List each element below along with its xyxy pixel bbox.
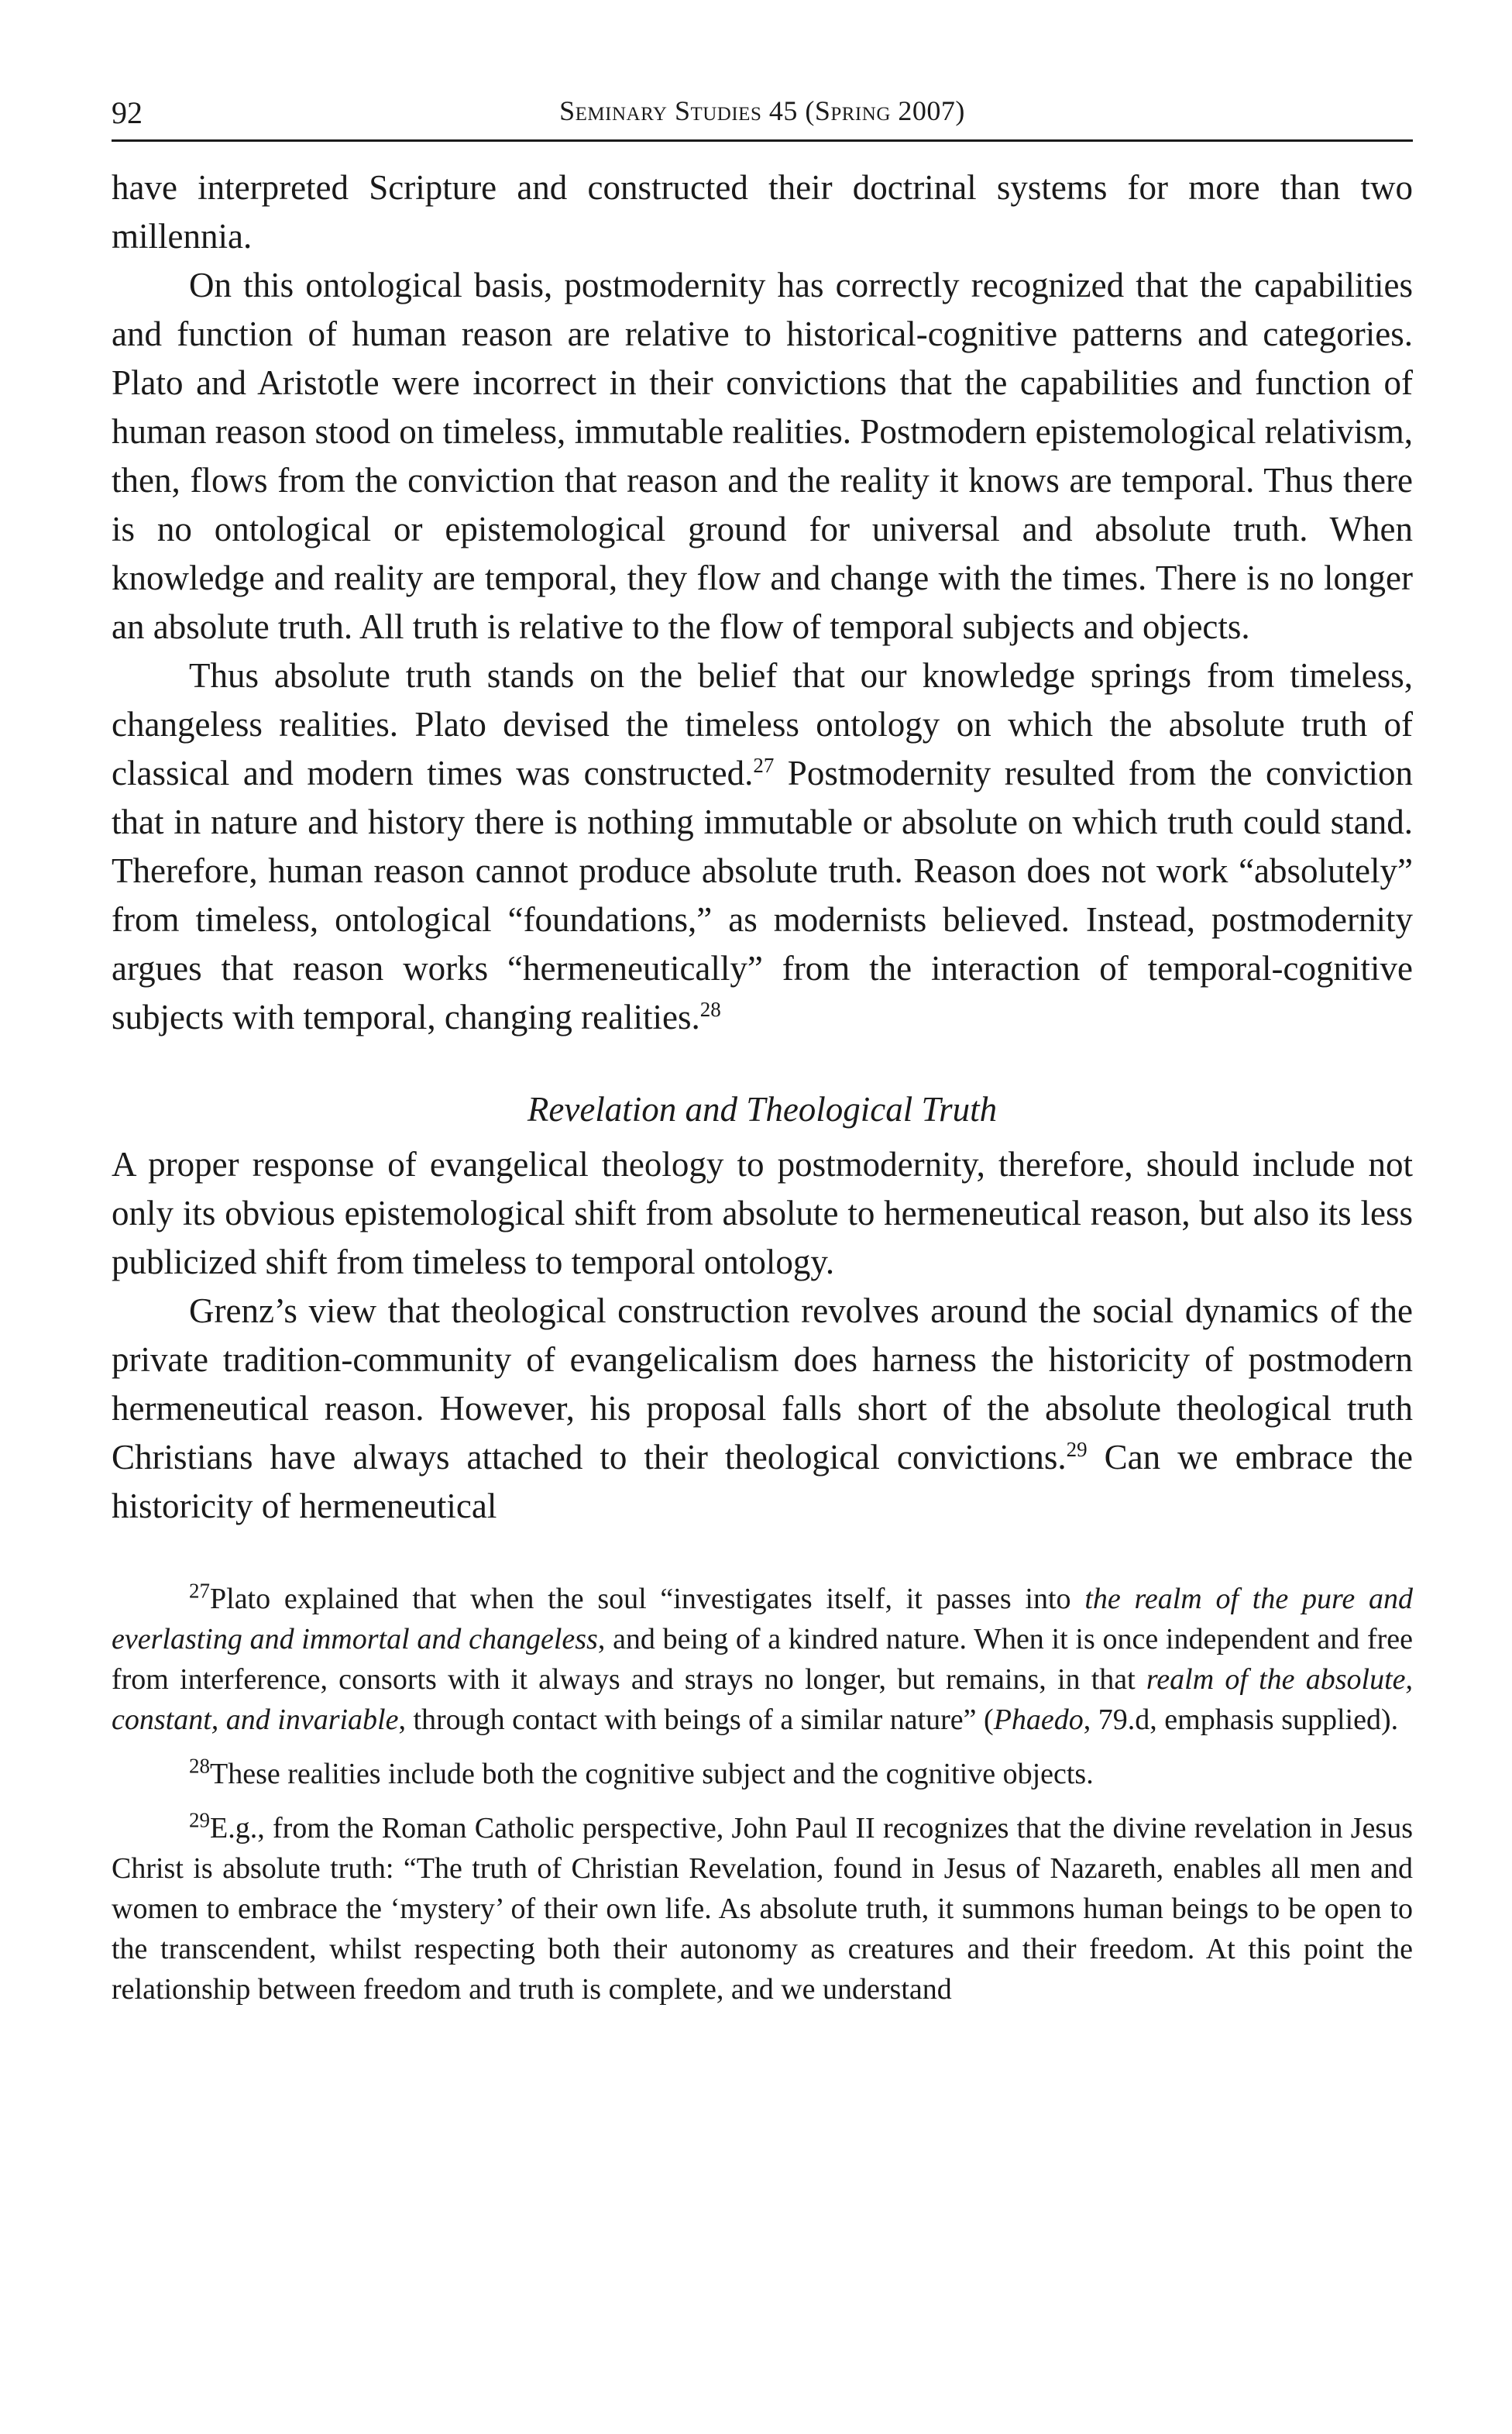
footnote-29-text: E.g., from the Roman Catholic perspective, John Paul II recognizes that the divine revelation in Jesus Christ is absolute truth: “The truth of Christian Revelation, found in Jesus of Nazareth, enables all men and women to embrace the ‘mystery’ of their own life. As absolute truth, it summons human beings to be open to the transcendent, whilst respecting both their autonomy as creatures and their freedom. At this point the relationship between freedom and truth is complete, and we understand	[112, 1812, 1413, 2006]
footnote-number-29: 29	[189, 1808, 210, 1832]
running-head	[112, 85, 1413, 142]
section-heading: Revelation and Theological Truth	[527, 1090, 998, 1129]
paragraph-absolute-truth-text-1: Thus absolute truth stands on the belief that our knowledge springs from timeless, changeless realities. Plato devised the timeless ontology on which the absolute truth of classical and modern times was constructed.	[112, 656, 1413, 792]
paragraph-absolute-truth-text-2: Postmodernity resulted from the conviction that in nature and history there is nothing immutable or absolute on which truth could stand. Therefore, human reason cannot produce absolute truth. Reason does not work “absolutely” from timeless, ontological “foundations,” as modernists believed. Instead, postmodernity argues that reason works “hermeneutically” from the interaction of temporal-cognitive subjects with temporal, changing realities.	[112, 754, 1413, 1037]
footnote-27-emphasis-1: the realm of the pure and everlasting and immortal and changeless	[112, 1583, 1413, 1655]
paragraph-absolute-truth	[112, 651, 1413, 1042]
footnotes	[112, 1579, 1413, 2009]
footnote-27-text-4: , 79.d, emphasis supplied).	[1083, 1703, 1399, 1736]
journal-page	[112, 85, 1413, 2023]
footnote-27-text-2: , and being of a kindred nature. When it is once independent and free from interference, consorts with it always and strays no longer, but remains, in that	[112, 1623, 1413, 1696]
footnote-27-emphasis-2: realm of the absolute, constant, and invariable	[112, 1663, 1414, 1736]
paragraph-continued: have interpreted Scripture and constructed their doctrinal systems for more than two millennia.	[112, 168, 1413, 256]
footnote-number-27: 27	[189, 1579, 210, 1603]
footnote-27-text-3: , through contact with beings of a similar nature” (	[398, 1703, 994, 1736]
footnote-28-text: These realities include both the cognitive subject and the cognitive objects.	[210, 1758, 1094, 1790]
footnote-27	[112, 1579, 1413, 1740]
paragraph-grenz-view	[112, 1287, 1413, 1531]
footnote-29	[112, 1808, 1413, 2009]
paragraph-grenz-view-text-1: Grenz’s view that theological construction revolves around the social dynamics of the private tradition-community of evangelicalism does harness the historicity of postmodern hermeneutical reason. However, his proposal falls short of the absolute theological truth Christians have always attached to their theological convictions.	[112, 1291, 1413, 1477]
body-text	[112, 163, 1413, 1531]
paragraph-proper-response: A proper response of evangelical theology to postmodernity, therefore, should include not only its obvious epistemological shift from absolute to hermeneutical reason, but also its less publicized shift from timeless to temporal ontology.	[112, 1145, 1413, 1281]
footnote-27-work-title: Phaedo	[993, 1703, 1084, 1736]
footnote-ref-29: 29	[1066, 1438, 1088, 1461]
footnote-ref-28: 28	[699, 998, 721, 1021]
journal-title: Seminary Studies 45 (Spring 2007)	[559, 95, 965, 126]
footnote-ref-27: 27	[753, 754, 775, 777]
footnote-28	[112, 1754, 1413, 1794]
footnote-27-text-1: Plato explained that when the soul “investigates itself, it passes into	[210, 1583, 1085, 1615]
page-number: 92	[112, 95, 143, 130]
paragraph-ontological-basis: On this ontological basis, postmodernity has correctly recognized that the capabilities and function of human reason are relative to historical-cognitive patterns and categories. Plato and Aristotle were incorrect in their convictions that the capabilities and function of human reason stood on timeless, immutable realities. Postmodern epistemological relativism, then, flows from the conviction that reason and the reality it knows are temporal. Thus there is no ontological or epistemological ground for universal and absolute truth. When knowledge and reality are temporal, they flow and change with the times. There is no longer an absolute truth. All truth is relative to the flow of temporal subjects and objects.	[112, 266, 1413, 646]
paragraph-grenz-view-text-2: Can we embrace the historicity of hermeneutical	[112, 1438, 1413, 1525]
footnote-number-28: 28	[189, 1754, 210, 1778]
